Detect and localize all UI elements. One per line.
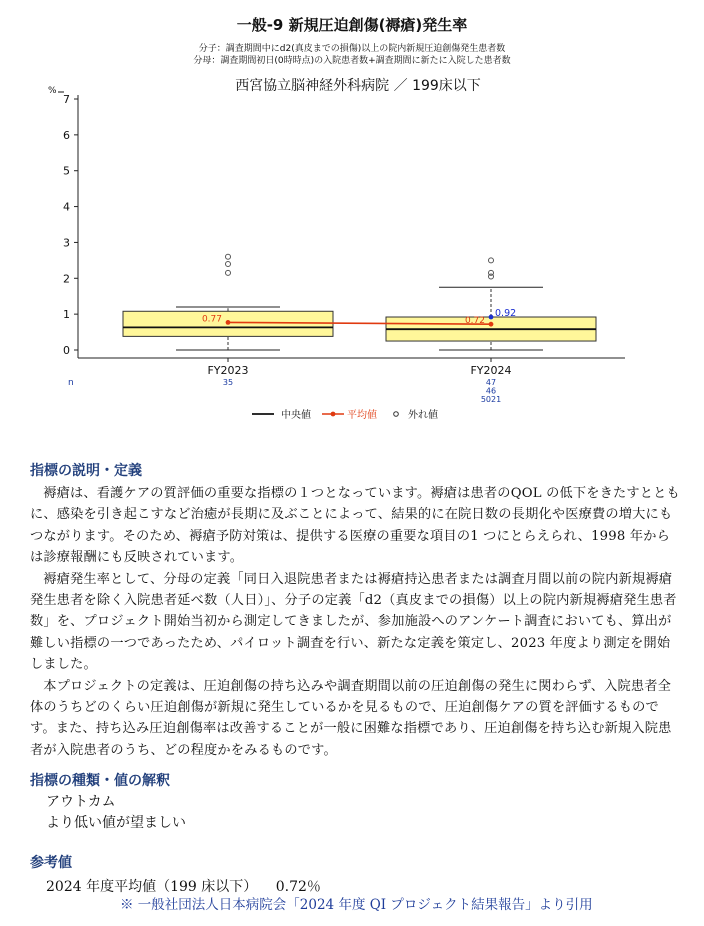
y-tick-label-4: 4 bbox=[63, 200, 70, 214]
legend-median-label: 中央値 bbox=[281, 410, 311, 421]
interpretation-section bbox=[30, 770, 680, 834]
n-label: n bbox=[68, 378, 74, 388]
n-value-1-1: 46 bbox=[485, 386, 497, 396]
mean-label-1: 0.72 bbox=[464, 316, 485, 327]
reference-section bbox=[30, 852, 680, 896]
y-tick-label-5: 5 bbox=[63, 164, 70, 178]
outlier-1-2 bbox=[489, 258, 494, 263]
interpretation-type: アウトカム bbox=[46, 794, 116, 810]
y-tick-label-6: 6 bbox=[63, 128, 70, 142]
chart-subtitle-1: 分子：調査期間中にd2(真皮までの損傷)以上の院内新規圧迫創傷発生患者数 bbox=[198, 44, 506, 54]
reference-value: 0.72％ bbox=[275, 879, 321, 895]
boxplot-chart bbox=[0, 0, 704, 430]
n-value-0-0: 35 bbox=[222, 378, 234, 387]
interpretation-title: 指標の種類・値の解釈 bbox=[30, 773, 170, 789]
y-tick-label-1: 1 bbox=[63, 308, 70, 322]
definition-paragraph-1: 褥瘡は、看護ケアの質評価の重要な指標の１つとなっています。褥瘡は患者のQOL の低下をきたすとともに、感染を引き起こすなど治癒が長期に及ぶことによって、結果的に在院日数の長期化や医療費の増大にもつながります。そのため、褥瘡予防対策は、提供する医療の重要な項目の1 つにとらえられ、1998 年からは診療報酬にも反映されています。 bbox=[30, 486, 680, 566]
legend-mean-dot bbox=[331, 412, 336, 417]
definition-paragraph-2: 褥瘡発生率として、分母の定義「同日入退院患者または褥瘡持込患者または調査月間以前の院内新規褥瘡発生患者を除く入院患者延べ数（人日）」、分子の定義「d2（真皮までの損傷）以上の院内新規褥瘡発生患者数」を、プロジェクト開始当初から測定してきましたが、参加施設へのアンケート調査においても、算出が難しい指標の一つであったため、パイロット調査を行い、新たな定義を策定し、2023 年度より測定を開始しました。 bbox=[30, 571, 677, 673]
mean-point-1 bbox=[489, 322, 494, 327]
definition-section bbox=[30, 460, 680, 761]
x-tick-label-FY2023: FY2023 bbox=[207, 364, 249, 377]
chart-title: 一般-9 新規圧迫創傷(褥瘡)発生率 bbox=[236, 16, 468, 34]
outlier-1-1 bbox=[489, 270, 494, 275]
hospital-point-1 bbox=[489, 315, 494, 320]
y-tick-label-0: 0 bbox=[63, 344, 70, 357]
y-tick-label-2: 2 bbox=[63, 272, 70, 286]
mean-point-0 bbox=[226, 320, 231, 325]
n-value-1-0: 47 bbox=[485, 378, 497, 387]
hospital-name: 西宮協立脳神経外科病院 ／ 199床以下 bbox=[235, 78, 481, 94]
outlier-0-0 bbox=[226, 270, 231, 275]
legend-outlier-swatch bbox=[394, 412, 399, 417]
reference-note: ※ 一般社団法人日本病院会「2024 年度 QI プロジェクト結果報告」より引用 bbox=[120, 897, 593, 913]
interpretation-direction: より低い値が望ましい bbox=[46, 815, 186, 831]
y-tick-label-7: 7 bbox=[63, 93, 70, 106]
x-tick-label-FY2024: FY2024 bbox=[470, 364, 512, 377]
outlier-0-1 bbox=[226, 261, 231, 266]
y-tick-label-3: 3 bbox=[63, 236, 70, 250]
chart-subtitle-2: 分母：調査期間初日(0時時点)の入院患者数+調査期間に新たに入院した患者数 bbox=[193, 56, 511, 66]
mean-label-0: 0.77 bbox=[201, 314, 222, 325]
hospital-label-1: 0.92 bbox=[495, 308, 517, 320]
definition-paragraph-3: 本プロジェクトの定義は、圧迫創傷の持ち込みや調査期間以前の圧迫創傷の発生に関わらず、入院患者全体のうちどのくらい圧迫創傷が新規に発生しているかを見るもので、圧迫創傷ケアの質を評価するものです。また、持ち込み圧迫創傷率は改善することが一般に困難な指標であり、圧迫創傷を持ち込む新規入院患者が入院患者のうち、どの程度かをみるものです。 bbox=[30, 678, 672, 758]
outlier-0-2 bbox=[226, 254, 231, 259]
legend-mean-label: 平均値 bbox=[347, 410, 377, 421]
y-axis-label: % bbox=[48, 86, 57, 96]
n-value-1-2: 5021 bbox=[480, 395, 502, 404]
reference-label: 2024 年度平均値（199 床以下） bbox=[46, 879, 258, 895]
legend-outlier-label: 外れ値 bbox=[408, 410, 438, 421]
definition-title: 指標の説明・定義 bbox=[30, 463, 142, 479]
reference-title: 参考値 bbox=[30, 855, 72, 871]
